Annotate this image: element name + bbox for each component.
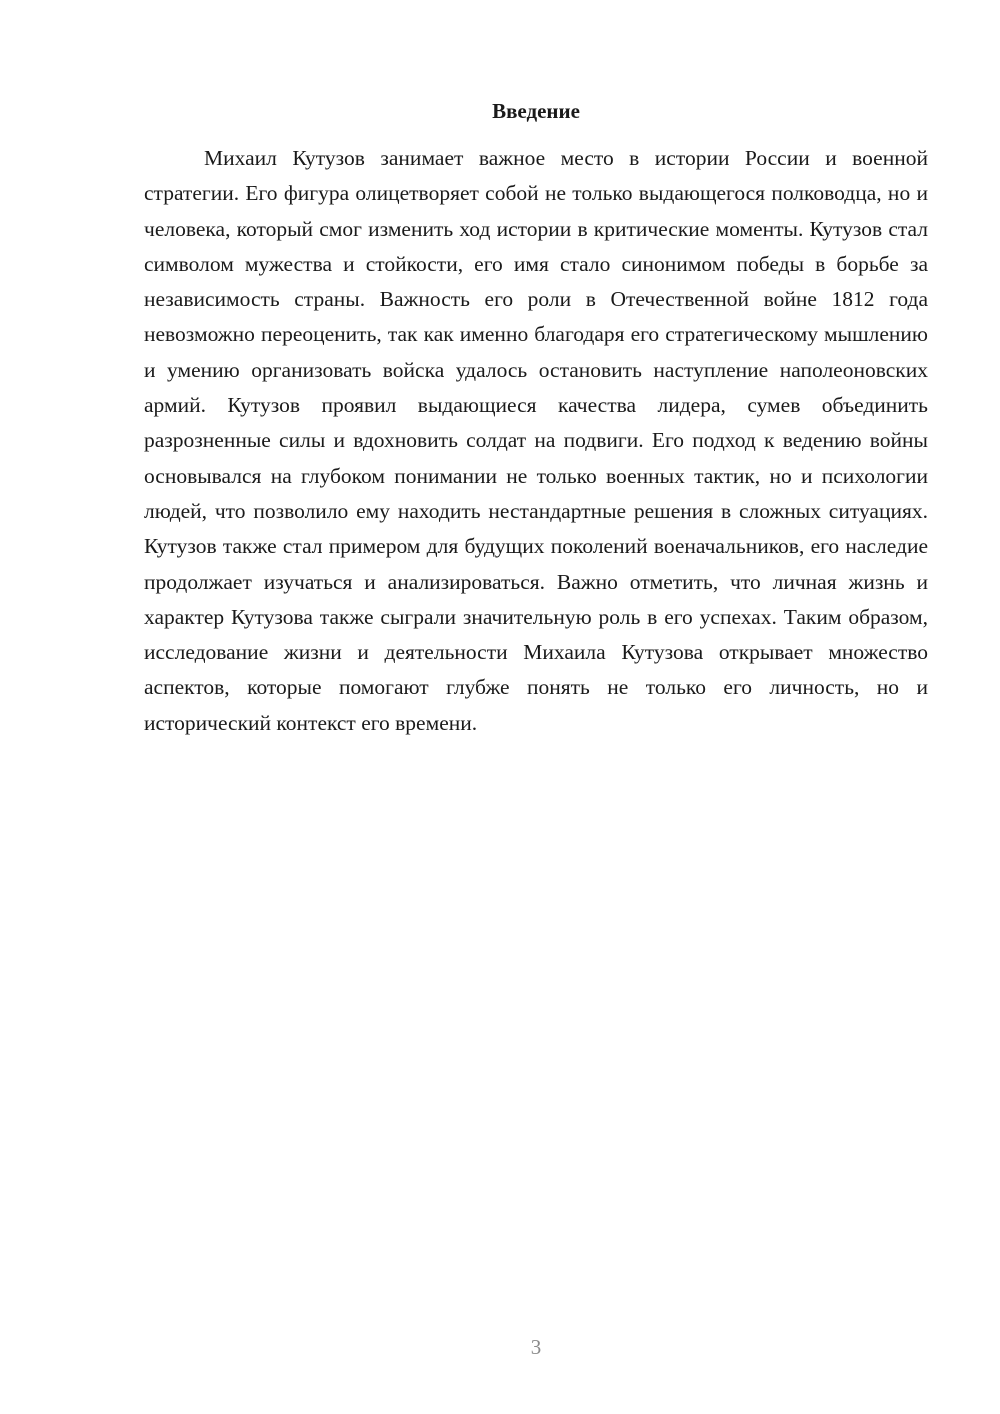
section-heading: Введение: [492, 99, 580, 123]
page-number: 3: [530, 1335, 542, 1359]
body-paragraph: Михаил Кутузов занимает важное место в истории России и военной стратегии. Его фигура олицетворяет собой не только выдающегося полководца, но и человека, который смог изменить ход истории в критические моменты. Кутузов стал символом мужества и стойкости, его имя стало синонимом победы в борьбе за независимость страны. Важность его роли в Отечественной войне 1812 года невозможно переоценить, так как именно благодаря его стратегическому мышлению и умению организовать войска удалось остановить наступление наполеоновских армий. Кутузов проявил выдающиеся качества лидера, сумев объединить разрозненные силы и вдохновить солдат на подвиги. Его подход к ведению войны основывался на глубоком понимании не только военных тактик, но и психологии людей, что позволило ему находить нестандартные решения в сложных ситуациях. Кутузов также стал примером для будущих поколений военачальников, его наследие продолжает изучаться и анализироваться. Важно отметить, что личная жизнь и характер Кутузова также сыграли значительную роль в его успехах. Таким образом, исследование жизни и деятельности Михаила Кутузова открывает множество аспектов, которые помогают глубже понять не только его личность, но и исторический контекст его времени.: [144, 146, 928, 735]
